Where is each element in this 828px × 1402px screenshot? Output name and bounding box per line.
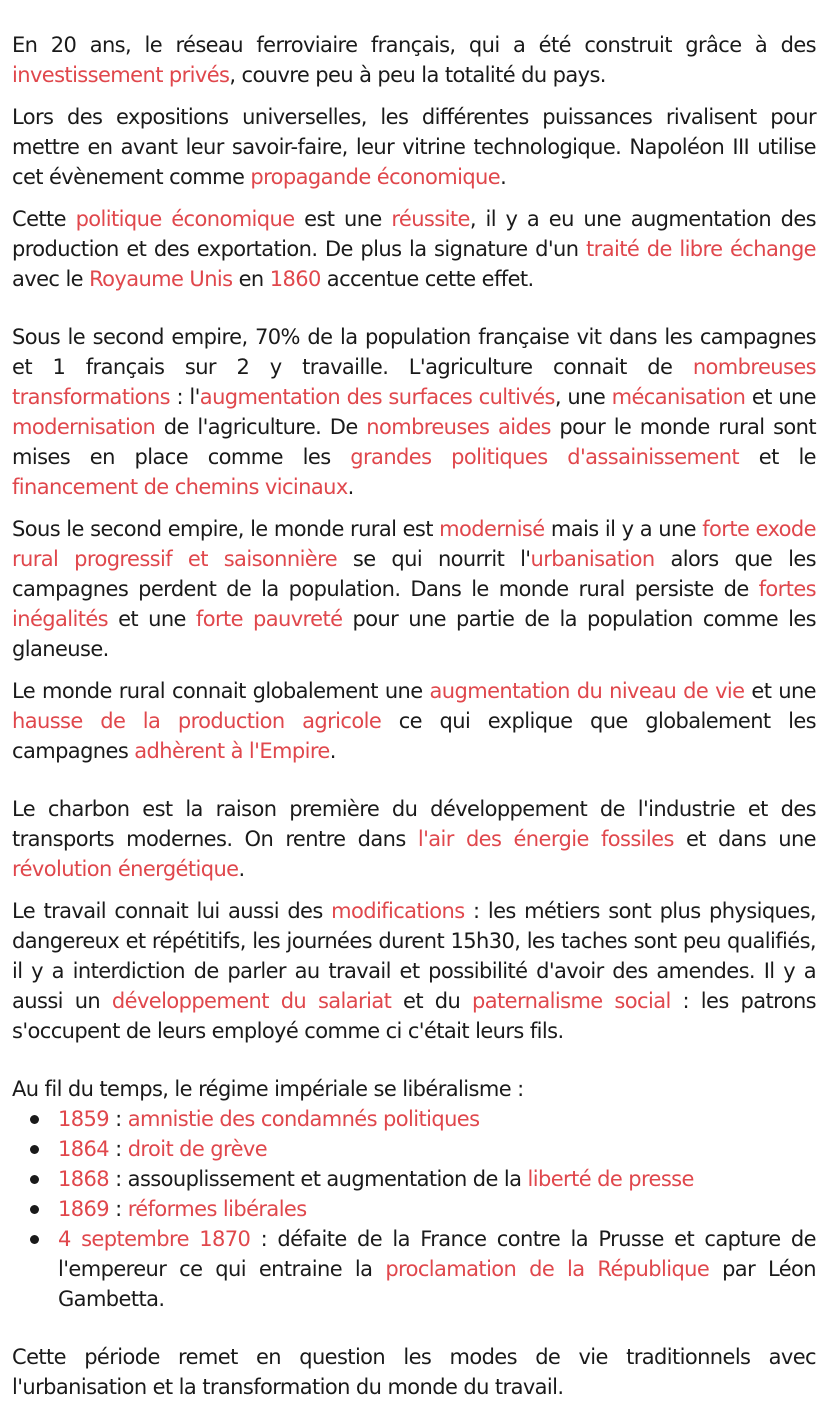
text-run: Le monde rural connait globalement une xyxy=(12,679,430,703)
text-run: se qui nourrit l' xyxy=(337,547,531,571)
paragraph-rural-world xyxy=(12,514,816,664)
bullet-icon xyxy=(30,1145,39,1154)
highlighted-term: 1869 xyxy=(58,1197,110,1221)
highlighted-term: fortes inégalités xyxy=(12,577,816,631)
paragraph-economic-policy xyxy=(12,204,816,294)
highlighted-term: augmentation du niveau de vie xyxy=(429,679,745,703)
liberalisation-list xyxy=(12,1104,816,1314)
text-run: et du xyxy=(391,989,473,1013)
highlighted-term: 1859 xyxy=(58,1107,110,1131)
highlighted-term: forte exode rural progressif et saisonnière xyxy=(12,517,816,571)
highlighted-term: adhèrent à l'Empire xyxy=(134,739,330,763)
highlighted-term: nombreuses aides xyxy=(366,415,551,439)
highlighted-term: forte pauvreté xyxy=(195,607,343,631)
text-run: en xyxy=(232,267,270,291)
text-run: : l' xyxy=(170,385,200,409)
highlighted-term: propagande économique xyxy=(250,165,501,189)
highlighted-term: 1864 xyxy=(58,1137,110,1161)
highlighted-term: proclamation de la République xyxy=(385,1257,710,1281)
text-run: . xyxy=(347,475,354,499)
text-run: de l'agriculture. De xyxy=(155,415,367,439)
list-item xyxy=(58,1224,816,1314)
text-run: et une xyxy=(745,385,816,409)
paragraph-work xyxy=(12,896,816,1046)
highlighted-term: modifications xyxy=(331,899,465,923)
highlighted-term: développement du salariat xyxy=(111,989,392,1013)
text-run: et une xyxy=(108,607,196,631)
text-run: et le xyxy=(739,445,816,469)
paragraph-agriculture xyxy=(12,322,816,502)
text-run: mais il y a une xyxy=(544,517,703,541)
text-run: . xyxy=(500,165,507,189)
bullet-icon xyxy=(30,1205,39,1214)
text-run: alors que les campagnes perdent de la population. Dans le monde rural persiste de xyxy=(12,547,816,601)
text-run: Sous le second empire, le monde rural est xyxy=(12,517,440,541)
paragraph-expositions xyxy=(12,102,816,192)
highlighted-term: investissement privés xyxy=(12,63,230,87)
highlighted-term: droit de grève xyxy=(127,1137,268,1161)
text-run: Le travail connait lui aussi des xyxy=(12,899,332,923)
list-item-text xyxy=(58,1197,307,1221)
text-run: Cette période remet en question les modes de vie traditionnels avec l'urbanisation et la transformation du monde du travail. xyxy=(12,1345,816,1399)
paragraph-liberalisation xyxy=(12,1074,816,1104)
highlighted-term: hausse de la production agricole xyxy=(12,709,382,733)
text-run: Cette xyxy=(12,207,76,231)
highlighted-term: révolution énergétique xyxy=(12,857,239,881)
highlighted-term: paternalisme social xyxy=(472,989,671,1013)
list-item xyxy=(58,1104,816,1134)
bullet-icon xyxy=(30,1115,39,1124)
text-run: : défaite de la France contre la Prusse et capture de l'empereur ce qui entraine la xyxy=(58,1227,816,1281)
text-run: est une xyxy=(294,207,392,231)
text-run: par Léon Gambetta. xyxy=(58,1257,816,1311)
text-run: : xyxy=(109,1137,128,1161)
highlighted-term: 1860 xyxy=(269,267,321,291)
text-run: , couvre peu à peu la totalité du pays. xyxy=(229,63,606,87)
bullet-icon xyxy=(30,1235,39,1244)
highlighted-term: augmentation des surfaces cultivés xyxy=(199,385,555,409)
highlighted-term: mécanisation xyxy=(611,385,746,409)
text-run: : les métiers sont plus physiques, dangereux et répétitifs, les journées durent 15h30, les taches sont peu qualifiés, il y a interdiction de parler au travail et possibilité d'avoir des amendes. Il y a aussi un xyxy=(12,899,817,1013)
text-run: : xyxy=(109,1197,128,1221)
text-run: et dans une xyxy=(673,827,817,851)
text-run: Lors des expositions universelles, les différentes puissances rivalisent pour mettre en avant leur savoir-faire, leur vitrine technologique. Napoléon III utilise cet évènement comme xyxy=(12,105,816,189)
highlighted-term: nombreuses transformations xyxy=(12,355,816,409)
text-run: . xyxy=(238,857,245,881)
paragraph-rural-living xyxy=(12,676,816,766)
list-item xyxy=(58,1134,816,1164)
text-run: ce qui explique que globalement les campagnes xyxy=(12,709,816,763)
highlighted-term: traité de libre échange xyxy=(586,237,816,261)
highlighted-term: politique économique xyxy=(75,207,295,231)
highlighted-term: modernisation xyxy=(12,415,156,439)
text-run: et une xyxy=(744,679,816,703)
highlighted-term: liberté de presse xyxy=(527,1167,694,1191)
paragraph-railway xyxy=(12,30,816,90)
highlighted-term: urbanisation xyxy=(530,547,655,571)
highlighted-term: 4 septembre 1870 xyxy=(58,1227,251,1251)
list-item-text xyxy=(58,1137,267,1161)
list-item-text xyxy=(58,1107,479,1131)
list-item-text xyxy=(58,1227,816,1311)
list-item-text xyxy=(58,1167,694,1191)
highlighted-term: modernisé xyxy=(439,517,545,541)
list-item xyxy=(58,1194,816,1224)
highlighted-term: Royaume Unis xyxy=(89,267,233,291)
highlighted-term: l'air des énergie fossiles xyxy=(417,827,674,851)
highlighted-term: grandes politiques d'assainissement xyxy=(350,445,740,469)
text-run: accentue cette effet. xyxy=(320,267,534,291)
text-run: , une xyxy=(554,385,612,409)
text-run: . xyxy=(329,739,336,763)
highlighted-term: amnistie des condamnés politiques xyxy=(127,1107,480,1131)
paragraph-coal xyxy=(12,794,816,884)
text-run: En 20 ans, le réseau ferroviaire français, qui a été construit grâce à des xyxy=(12,33,816,57)
highlighted-term: 1868 xyxy=(58,1167,110,1191)
highlighted-term: financement de chemins vicinaux xyxy=(12,475,348,499)
text-run: pour une partie de la population comme les glaneuse. xyxy=(12,607,816,661)
text-run: : les patrons s'occupent de leurs employé comme ci c'était leurs fils. xyxy=(12,989,817,1043)
text-run: , il y a eu une augmentation des production et des exportation. De plus la signature d'un xyxy=(12,207,816,261)
text-run: : assouplissement et augmentation de la xyxy=(109,1167,528,1191)
highlighted-term: réformes libérales xyxy=(127,1197,307,1221)
text-run: Sous le second empire, 70% de la population française vit dans les campagnes et 1 français sur 2 y travaille. L'agriculture connait de xyxy=(12,325,816,379)
list-item xyxy=(58,1164,816,1194)
paragraph-closing xyxy=(12,1342,816,1402)
text-run: Au fil du temps, le régime impériale se libéralisme : xyxy=(12,1077,524,1101)
text-run: pour le monde rural sont mises en place comme les xyxy=(12,415,816,469)
bullet-icon xyxy=(30,1175,39,1184)
text-run: avec le xyxy=(12,267,90,291)
text-run: : xyxy=(109,1107,128,1131)
highlighted-term: réussite xyxy=(391,207,470,231)
text-run: Le charbon est la raison première du développement de l'industrie et des transports modernes. On rentre dans xyxy=(12,797,816,851)
